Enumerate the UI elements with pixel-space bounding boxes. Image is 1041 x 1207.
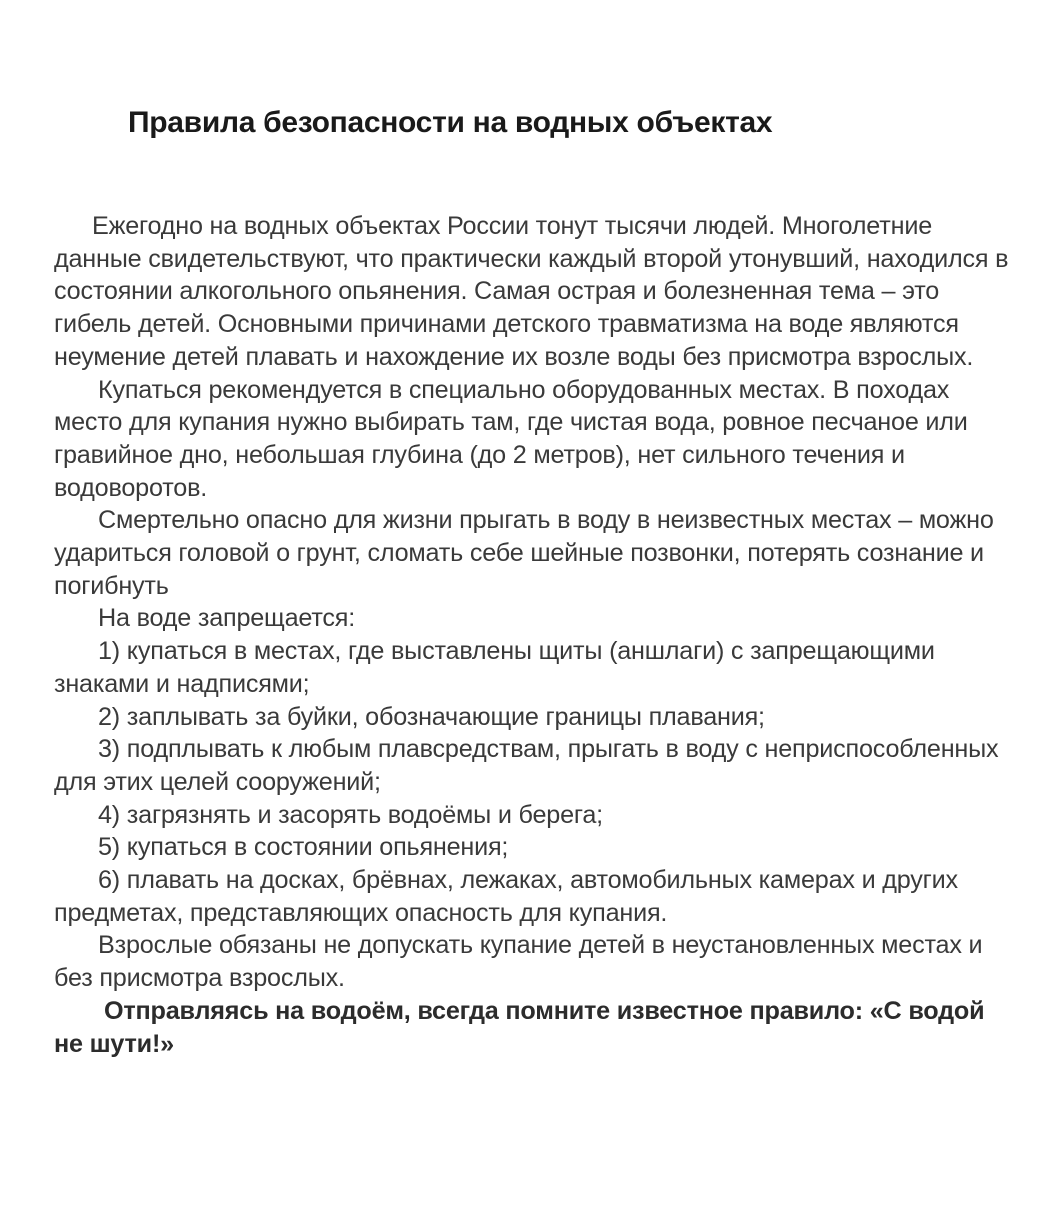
danger-paragraph: Смертельно опасно для жизни прыгать в воду в неизвестных местах – можно удариться головой о грунт, сломать себе шейные позвонки, потерять сознание и погибнуть [54,506,994,600]
intro-paragraph: Ежегодно на водных объектах России тонут тысячи людей. Многолетние данные свидетельствуют, что практически каждый второй утонувший, находился в состоянии алкогольного опьянения. Самая острая и болезненная тема – это гибель детей. Основными причинами детского травматизма на воде являются неумение детей плавать и нахождение их возле воды без присмотра взрослых. [54,212,1009,371]
prohibition-item-2: 2) заплывать за буйки, обозначающие границы плавания; [98,702,765,731]
prohibition-item-5: 5) купаться в состоянии опьянения; [98,833,509,862]
recommendation-paragraph: Купаться рекомендуется в специально оборудованных местах. В походах место для купания нужно выбирать там, где чистая вода, ровное песчаное или гравийное дно, небольшая глубина (до 2 метров), нет сильного течения и водоворотов. [54,375,968,502]
adults-paragraph: Взрослые обязаны не допускать купание детей в неустановленных местах и без присмотра взрослых. [54,931,983,993]
document-body [54,210,1014,1060]
prohibition-item-6: 6) плавать на досках, брёвнах, лежаках, автомобильных камерах и других предметах, представляющих опасность для купания. [54,866,958,927]
prohibitions-heading: На воде запрещается: [98,604,356,633]
prohibition-item-4: 4) загрязнять и засорять водоёмы и берега; [98,800,603,829]
document-title: Правила безопасности на водных объектах [128,106,773,139]
closing-rule: Отправляясь на водоём, всегда помните известное правило: «С водой не шути!» [54,996,985,1058]
prohibition-item-3: 3) подплывать к любым плавсредствам, прыгать в воду с неприспособленных для этих целей сооружений; [54,735,999,796]
prohibition-item-1: 1) купаться в местах, где выставлены щиты (аншлаги) с запрещающими знаками и надписями; [54,637,935,698]
